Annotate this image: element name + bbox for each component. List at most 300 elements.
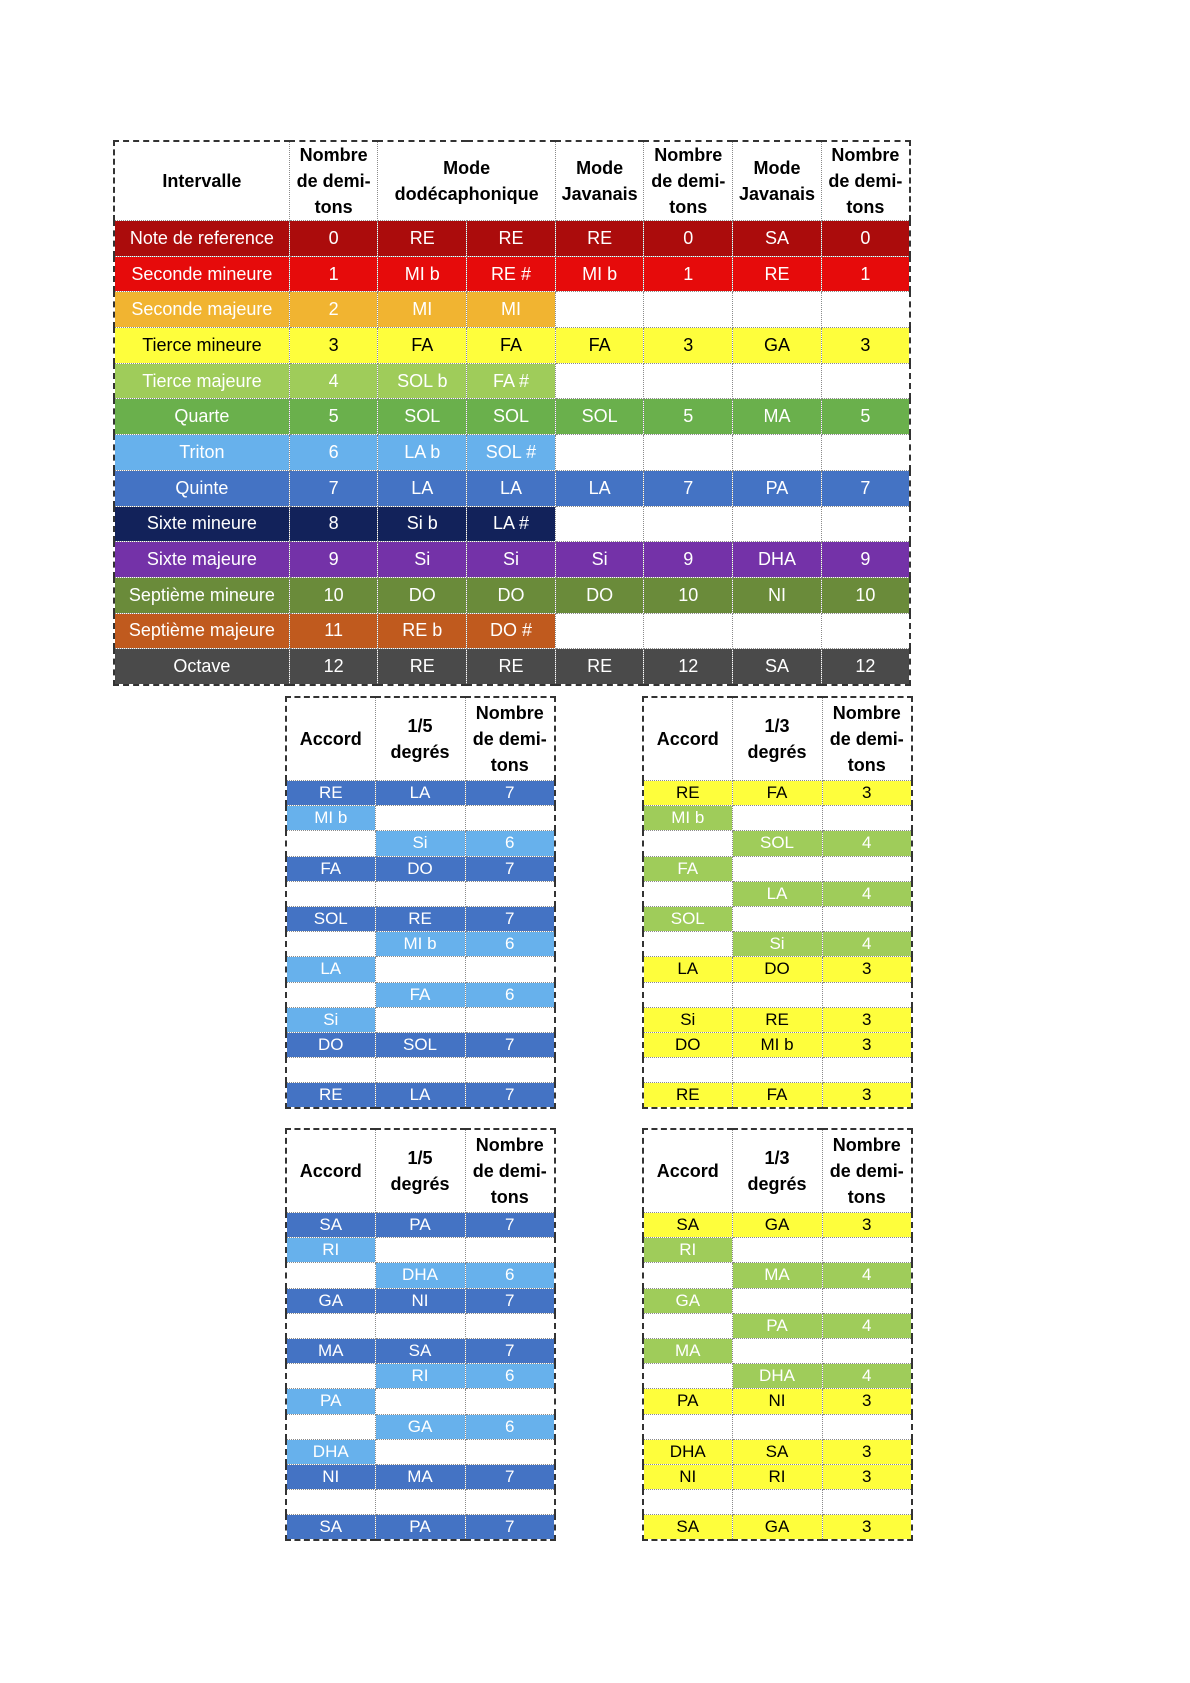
degree-note: PA bbox=[375, 1515, 465, 1541]
javanese-note-1: FA bbox=[555, 328, 644, 364]
semitone-count bbox=[465, 1058, 555, 1083]
accord-row bbox=[286, 1439, 555, 1464]
degree-note bbox=[375, 1490, 465, 1515]
degree-note: RE bbox=[375, 906, 465, 931]
dodecaphonic-note-flat: RE bbox=[378, 221, 467, 257]
accord-note: Si bbox=[643, 1007, 732, 1032]
semitone-count: 3 bbox=[822, 781, 912, 806]
interval-name: Sixte majeure bbox=[114, 542, 289, 578]
interval-row bbox=[114, 256, 910, 292]
header-accord: Accord bbox=[286, 697, 375, 781]
javanese-note-2: NI bbox=[733, 577, 822, 613]
interval-name: Note de reference bbox=[114, 221, 289, 257]
accord-row bbox=[643, 982, 912, 1007]
accord-note bbox=[286, 1058, 375, 1083]
accord-row bbox=[286, 856, 555, 881]
interval-row bbox=[114, 221, 910, 257]
semitone-count: 4 bbox=[822, 1364, 912, 1389]
dodecaphonic-note-sharp: Si bbox=[467, 542, 556, 578]
semitone-count: 6 bbox=[465, 1364, 555, 1389]
accord-row bbox=[286, 932, 555, 957]
accord-row bbox=[643, 1515, 912, 1541]
degree-note: PA bbox=[732, 1313, 822, 1338]
semitone-count: 7 bbox=[465, 1515, 555, 1541]
accord-note bbox=[286, 831, 375, 856]
javanese-note-1: DO bbox=[555, 577, 644, 613]
javanese-semitones-2 bbox=[821, 292, 910, 328]
dodecaphonic-note-flat: SOL bbox=[378, 399, 467, 435]
javanese-semitones-2: 7 bbox=[821, 470, 910, 506]
accord-row bbox=[643, 1238, 912, 1263]
interval-row bbox=[114, 363, 910, 399]
semitone-count: 1 bbox=[289, 256, 378, 292]
semitone-count: 7 bbox=[465, 1032, 555, 1057]
dodecaphonic-note-flat: Si bbox=[378, 542, 467, 578]
accord-row bbox=[643, 1032, 912, 1057]
degree-note bbox=[732, 982, 822, 1007]
accord-note: GA bbox=[286, 1288, 375, 1313]
accord-note: LA bbox=[286, 957, 375, 982]
header-mode-javanais: Mode Javanais bbox=[733, 141, 822, 221]
degree-note bbox=[375, 957, 465, 982]
semitone-count: 7 bbox=[465, 906, 555, 931]
semitone-count: 6 bbox=[465, 1414, 555, 1439]
degree-note bbox=[732, 1288, 822, 1313]
degree-note bbox=[375, 881, 465, 906]
accord-row bbox=[286, 1338, 555, 1363]
accord-note: RE bbox=[286, 1083, 375, 1109]
javanese-note-2: GA bbox=[733, 328, 822, 364]
degree-note: NI bbox=[375, 1288, 465, 1313]
accord-note bbox=[643, 1490, 732, 1515]
header-accord: Accord bbox=[286, 1129, 375, 1213]
accord-note: SA bbox=[286, 1213, 375, 1238]
semitone-count: 12 bbox=[289, 649, 378, 685]
accord-note: RI bbox=[643, 1238, 732, 1263]
degree-note bbox=[375, 1313, 465, 1338]
semitone-count bbox=[822, 1288, 912, 1313]
accord-note bbox=[643, 1414, 732, 1439]
header-nombre-demi-tons: Nombre de demi-tons bbox=[644, 141, 733, 221]
semitone-count: 3 bbox=[822, 1439, 912, 1464]
semitone-count: 3 bbox=[822, 957, 912, 982]
accord-note: MA bbox=[643, 1338, 732, 1363]
dodecaphonic-note-sharp: DO bbox=[467, 577, 556, 613]
semitone-count: 7 bbox=[465, 856, 555, 881]
dodecaphonic-note-flat: RE b bbox=[378, 613, 467, 649]
accord-row bbox=[286, 831, 555, 856]
accord-row bbox=[643, 1263, 912, 1288]
javanese-semitones-2: 3 bbox=[821, 328, 910, 364]
dodecaphonic-note-flat: SOL b bbox=[378, 363, 467, 399]
accord-table-thirds-western bbox=[642, 696, 913, 1109]
accord-row bbox=[286, 1083, 555, 1109]
accord-note: FA bbox=[643, 856, 732, 881]
javanese-note-1: LA bbox=[555, 470, 644, 506]
accord-row bbox=[643, 1389, 912, 1414]
accord-row bbox=[643, 1007, 912, 1032]
accord-row bbox=[286, 906, 555, 931]
accord-row bbox=[286, 1414, 555, 1439]
degree-note: NI bbox=[732, 1389, 822, 1414]
header-degres: 1/5 degrés bbox=[375, 1129, 465, 1213]
dodecaphonic-note-flat: LA bbox=[378, 470, 467, 506]
accord-note: NI bbox=[286, 1464, 375, 1489]
header-accord: Accord bbox=[643, 697, 732, 781]
dodecaphonic-note-flat: LA b bbox=[378, 435, 467, 471]
accord-row bbox=[643, 1213, 912, 1238]
semitone-count bbox=[465, 1439, 555, 1464]
javanese-note-2 bbox=[733, 363, 822, 399]
semitone-count: 4 bbox=[822, 1263, 912, 1288]
accord-row bbox=[286, 1213, 555, 1238]
javanese-note-2 bbox=[733, 292, 822, 328]
semitone-count: 4 bbox=[822, 1313, 912, 1338]
degree-note: LA bbox=[375, 1083, 465, 1109]
degree-note: SA bbox=[732, 1439, 822, 1464]
accord-row bbox=[286, 781, 555, 806]
accord-note: DO bbox=[643, 1032, 732, 1057]
header-mode-javanais: Mode Javanais bbox=[555, 141, 644, 221]
accord-note: MI b bbox=[286, 806, 375, 831]
javanese-note-1 bbox=[555, 613, 644, 649]
semitone-count: 3 bbox=[822, 1464, 912, 1489]
javanese-note-2 bbox=[733, 506, 822, 542]
javanese-semitones-2: 12 bbox=[821, 649, 910, 685]
accord-table-header bbox=[643, 697, 912, 781]
degree-note: DO bbox=[732, 957, 822, 982]
interval-name: Triton bbox=[114, 435, 289, 471]
javanese-semitones-2 bbox=[821, 363, 910, 399]
degree-note: RE bbox=[732, 1007, 822, 1032]
javanese-semitones-1: 5 bbox=[644, 399, 733, 435]
javanese-semitones-1 bbox=[644, 363, 733, 399]
semitone-count: 10 bbox=[289, 577, 378, 613]
semitone-count: 3 bbox=[822, 1032, 912, 1057]
semitone-count bbox=[465, 1238, 555, 1263]
accord-row bbox=[286, 1263, 555, 1288]
semitone-count: 3 bbox=[822, 1389, 912, 1414]
accord-note bbox=[643, 881, 732, 906]
dodecaphonic-note-sharp: LA bbox=[467, 470, 556, 506]
javanese-note-1 bbox=[555, 363, 644, 399]
accord-table-header bbox=[286, 1129, 555, 1213]
accord-table-fifths-western bbox=[285, 696, 556, 1109]
interval-name: Septième majeure bbox=[114, 613, 289, 649]
javanese-note-1: RE bbox=[555, 649, 644, 685]
interval-row bbox=[114, 328, 910, 364]
accord-note: SA bbox=[643, 1515, 732, 1541]
semitone-count bbox=[822, 1058, 912, 1083]
semitone-count: 3 bbox=[822, 1515, 912, 1541]
accord-note bbox=[643, 1364, 732, 1389]
accord-row bbox=[643, 932, 912, 957]
javanese-note-2: PA bbox=[733, 470, 822, 506]
dodecaphonic-note-flat: RE bbox=[378, 649, 467, 685]
semitone-count: 4 bbox=[289, 363, 378, 399]
degree-note: RI bbox=[732, 1464, 822, 1489]
accord-row bbox=[286, 806, 555, 831]
accord-note: SOL bbox=[286, 906, 375, 931]
semitone-count: 7 bbox=[289, 470, 378, 506]
accord-row bbox=[643, 1464, 912, 1489]
javanese-note-1: Si bbox=[555, 542, 644, 578]
semitone-count bbox=[822, 1238, 912, 1263]
degree-note bbox=[732, 856, 822, 881]
header-nombre-demi-tons: Nombre de demi-tons bbox=[465, 1129, 555, 1213]
accord-row bbox=[643, 1288, 912, 1313]
semitone-count bbox=[822, 906, 912, 931]
degree-note: FA bbox=[732, 1083, 822, 1109]
accord-note bbox=[643, 1263, 732, 1288]
semitone-count: 6 bbox=[289, 435, 378, 471]
accord-note bbox=[286, 1490, 375, 1515]
dodecaphonic-note-sharp: LA # bbox=[467, 506, 556, 542]
accord-row bbox=[643, 1083, 912, 1109]
dodecaphonic-note-flat: Si b bbox=[378, 506, 467, 542]
accord-table-header bbox=[643, 1129, 912, 1213]
interval-row bbox=[114, 506, 910, 542]
interval-name: Tierce mineure bbox=[114, 328, 289, 364]
interval-name: Quarte bbox=[114, 399, 289, 435]
interval-row bbox=[114, 613, 910, 649]
semitone-count: 2 bbox=[289, 292, 378, 328]
degree-note: MA bbox=[375, 1464, 465, 1489]
semitone-count: 6 bbox=[465, 932, 555, 957]
interval-table-header bbox=[114, 141, 910, 221]
degree-note bbox=[375, 1439, 465, 1464]
degree-note: GA bbox=[732, 1515, 822, 1541]
javanese-semitones-1: 0 bbox=[644, 221, 733, 257]
accord-row bbox=[286, 1313, 555, 1338]
interval-row bbox=[114, 292, 910, 328]
dodecaphonic-note-sharp: FA # bbox=[467, 363, 556, 399]
semitone-count bbox=[465, 1389, 555, 1414]
accord-row bbox=[643, 856, 912, 881]
semitone-count: 8 bbox=[289, 506, 378, 542]
accord-row bbox=[286, 1288, 555, 1313]
degree-note: PA bbox=[375, 1213, 465, 1238]
accord-note: Si bbox=[286, 1007, 375, 1032]
degree-note: MA bbox=[732, 1263, 822, 1288]
javanese-note-1 bbox=[555, 506, 644, 542]
accord-note: DHA bbox=[643, 1439, 732, 1464]
semitone-count: 4 bbox=[822, 881, 912, 906]
accord-row bbox=[643, 781, 912, 806]
degree-note bbox=[375, 1389, 465, 1414]
degree-note: Si bbox=[375, 831, 465, 856]
dodecaphonic-note-sharp: SOL bbox=[467, 399, 556, 435]
javanese-semitones-1: 7 bbox=[644, 470, 733, 506]
accord-row bbox=[286, 1515, 555, 1541]
semitone-count bbox=[822, 982, 912, 1007]
degree-note: DO bbox=[375, 856, 465, 881]
accord-row bbox=[286, 1058, 555, 1083]
accord-note: SA bbox=[643, 1213, 732, 1238]
dodecaphonic-note-flat: DO bbox=[378, 577, 467, 613]
accord-row bbox=[643, 1338, 912, 1363]
header-nombre-demi-tons: Nombre de demi-tons bbox=[289, 141, 378, 221]
interval-row bbox=[114, 399, 910, 435]
semitone-count bbox=[465, 1490, 555, 1515]
degree-note: GA bbox=[375, 1414, 465, 1439]
degree-note bbox=[732, 806, 822, 831]
semitone-count bbox=[465, 881, 555, 906]
degree-note: DHA bbox=[732, 1364, 822, 1389]
semitone-count: 4 bbox=[822, 932, 912, 957]
dodecaphonic-note-sharp: DO # bbox=[467, 613, 556, 649]
dodecaphonic-note-sharp: MI bbox=[467, 292, 556, 328]
accord-note: RE bbox=[643, 781, 732, 806]
accord-row bbox=[286, 881, 555, 906]
header-accord: Accord bbox=[643, 1129, 732, 1213]
interval-row bbox=[114, 649, 910, 685]
accord-note: MA bbox=[286, 1338, 375, 1363]
semitone-count: 6 bbox=[465, 831, 555, 856]
javanese-semitones-1: 12 bbox=[644, 649, 733, 685]
interval-name: Seconde mineure bbox=[114, 256, 289, 292]
interval-name: Tierce majeure bbox=[114, 363, 289, 399]
semitone-count: 3 bbox=[822, 1083, 912, 1109]
degree-note bbox=[732, 1414, 822, 1439]
semitone-count: 9 bbox=[289, 542, 378, 578]
accord-row bbox=[286, 982, 555, 1007]
accord-row bbox=[643, 1490, 912, 1515]
javanese-note-1: RE bbox=[555, 221, 644, 257]
javanese-semitones-1: 10 bbox=[644, 577, 733, 613]
accord-row bbox=[286, 1238, 555, 1263]
accord-note: PA bbox=[286, 1389, 375, 1414]
accord-note bbox=[643, 1313, 732, 1338]
interval-name: Sixte mineure bbox=[114, 506, 289, 542]
accord-row bbox=[643, 1058, 912, 1083]
semitone-count: 11 bbox=[289, 613, 378, 649]
accord-note: MI b bbox=[643, 806, 732, 831]
accord-note bbox=[286, 1263, 375, 1288]
semitone-count bbox=[822, 806, 912, 831]
semitone-count: 3 bbox=[822, 1213, 912, 1238]
semitone-count: 7 bbox=[465, 1083, 555, 1109]
dodecaphonic-note-sharp: RE bbox=[467, 649, 556, 685]
accord-row bbox=[286, 1490, 555, 1515]
javanese-note-2: SA bbox=[733, 221, 822, 257]
javanese-semitones-1 bbox=[644, 506, 733, 542]
javanese-semitones-1: 3 bbox=[644, 328, 733, 364]
interval-name: Septième mineure bbox=[114, 577, 289, 613]
javanese-semitones-2: 0 bbox=[821, 221, 910, 257]
accord-note: RI bbox=[286, 1238, 375, 1263]
interval-table bbox=[113, 140, 911, 686]
interval-row bbox=[114, 470, 910, 506]
javanese-note-2: MA bbox=[733, 399, 822, 435]
accord-note: PA bbox=[643, 1389, 732, 1414]
accord-row bbox=[643, 831, 912, 856]
degree-note: LA bbox=[375, 781, 465, 806]
header-nombre-demi-tons: Nombre de demi-tons bbox=[821, 141, 910, 221]
dodecaphonic-note-sharp: RE # bbox=[467, 256, 556, 292]
accord-row bbox=[643, 806, 912, 831]
accord-note: GA bbox=[643, 1288, 732, 1313]
degree-note: FA bbox=[375, 982, 465, 1007]
interval-name: Octave bbox=[114, 649, 289, 685]
accord-note bbox=[643, 982, 732, 1007]
semitone-count bbox=[465, 1313, 555, 1338]
javanese-semitones-2 bbox=[821, 435, 910, 471]
interval-row bbox=[114, 577, 910, 613]
javanese-semitones-1: 1 bbox=[644, 256, 733, 292]
header-intervalle: Intervalle bbox=[114, 141, 289, 221]
degree-note bbox=[732, 1338, 822, 1363]
accord-note: NI bbox=[643, 1464, 732, 1489]
dodecaphonic-note-flat: MI bbox=[378, 292, 467, 328]
interval-name: Seconde majeure bbox=[114, 292, 289, 328]
javanese-note-2: DHA bbox=[733, 542, 822, 578]
degree-note bbox=[732, 1238, 822, 1263]
semitone-count bbox=[822, 856, 912, 881]
interval-row bbox=[114, 542, 910, 578]
semitone-count bbox=[465, 806, 555, 831]
javanese-note-2 bbox=[733, 435, 822, 471]
accord-table-thirds-javanese bbox=[642, 1128, 913, 1541]
semitone-count bbox=[822, 1338, 912, 1363]
semitone-count: 7 bbox=[465, 1338, 555, 1363]
degree-note bbox=[375, 1238, 465, 1263]
header-degres: 1/3 degrés bbox=[732, 1129, 822, 1213]
degree-note: DHA bbox=[375, 1263, 465, 1288]
semitone-count bbox=[465, 1007, 555, 1032]
semitone-count: 7 bbox=[465, 1288, 555, 1313]
accord-note: SA bbox=[286, 1515, 375, 1541]
javanese-semitones-2 bbox=[821, 506, 910, 542]
accord-table-fifths-javanese bbox=[285, 1128, 556, 1541]
accord-row bbox=[286, 957, 555, 982]
interval-name: Quinte bbox=[114, 470, 289, 506]
degree-note bbox=[732, 1058, 822, 1083]
accord-note bbox=[643, 831, 732, 856]
degree-note: FA bbox=[732, 781, 822, 806]
header-nombre-demi-tons: Nombre de demi-tons bbox=[465, 697, 555, 781]
degree-note: GA bbox=[732, 1213, 822, 1238]
semitone-count: 7 bbox=[465, 1213, 555, 1238]
accord-row bbox=[286, 1389, 555, 1414]
degree-note: SA bbox=[375, 1338, 465, 1363]
javanese-semitones-1 bbox=[644, 435, 733, 471]
semitone-count: 7 bbox=[465, 1464, 555, 1489]
header-nombre-demi-tons: Nombre de demi-tons bbox=[822, 697, 912, 781]
accord-note: SOL bbox=[643, 906, 732, 931]
javanese-note-1: SOL bbox=[555, 399, 644, 435]
degree-note bbox=[732, 906, 822, 931]
dodecaphonic-note-flat: MI b bbox=[378, 256, 467, 292]
accord-note bbox=[643, 1058, 732, 1083]
javanese-semitones-1: 9 bbox=[644, 542, 733, 578]
accord-note bbox=[286, 1364, 375, 1389]
dodecaphonic-note-sharp: FA bbox=[467, 328, 556, 364]
accord-row bbox=[643, 1439, 912, 1464]
accord-note bbox=[286, 982, 375, 1007]
degree-note bbox=[375, 1058, 465, 1083]
accord-note: RE bbox=[643, 1083, 732, 1109]
semitone-count: 4 bbox=[822, 831, 912, 856]
accord-row bbox=[643, 881, 912, 906]
semitone-count: 6 bbox=[465, 1263, 555, 1288]
javanese-note-2: SA bbox=[733, 649, 822, 685]
dodecaphonic-note-sharp: SOL # bbox=[467, 435, 556, 471]
semitone-count: 7 bbox=[465, 781, 555, 806]
semitone-count bbox=[822, 1414, 912, 1439]
semitone-count: 0 bbox=[289, 221, 378, 257]
accord-note: LA bbox=[643, 957, 732, 982]
